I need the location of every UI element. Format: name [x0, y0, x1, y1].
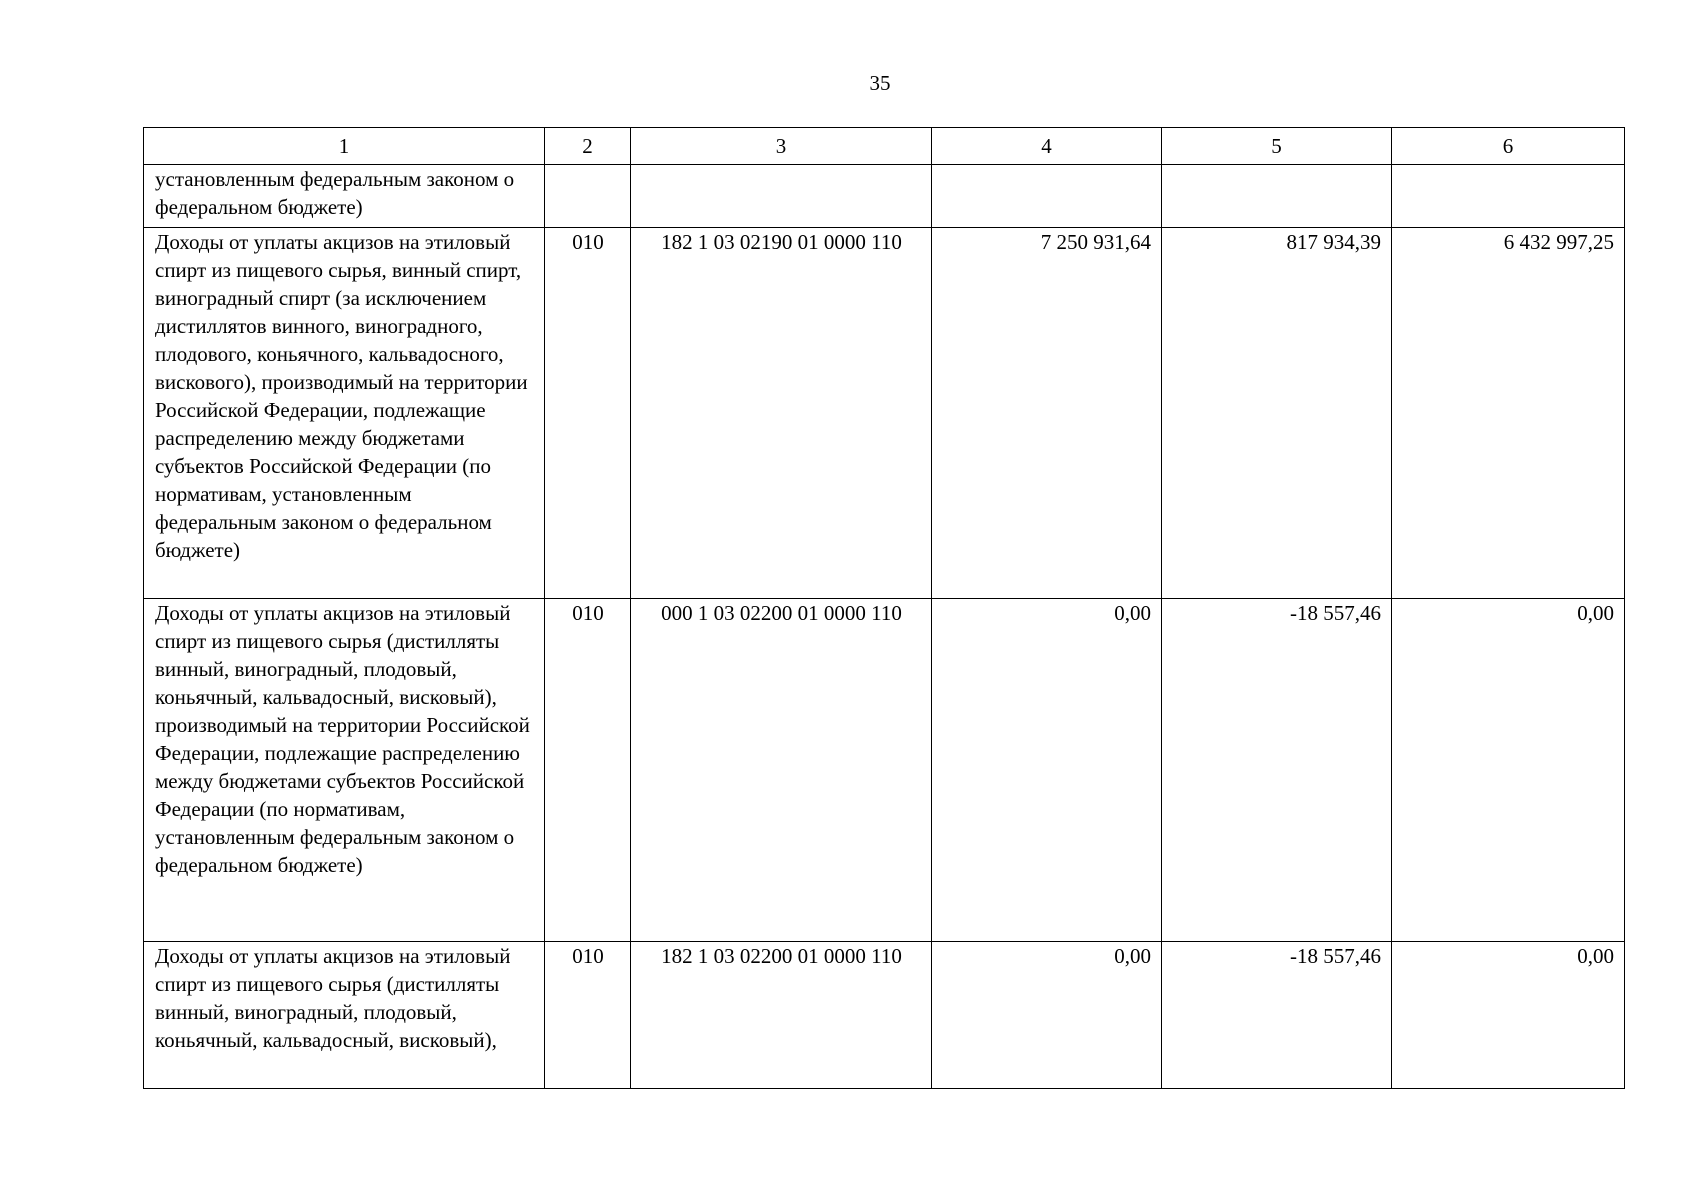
column-header-2: 2: [545, 128, 631, 165]
row-value-col6: 0,00: [1392, 942, 1625, 1089]
column-header-6: 6: [1392, 128, 1625, 165]
revenue-table: [143, 127, 1625, 1089]
row-name-cell: Доходы от уплаты акцизов на этиловый спирт из пищевого сырья, винный спирт, виноградный спирт (за исключением дистиллятов винного, виноградного, плодового, коньячного, кальвадосного, вискового), производимый на территории Российской Федерации, подлежащие распределению между бюджетами субъектов Российской Федерации (по нормативам, установленным федеральным законом о федеральном бюджете): [144, 228, 545, 599]
column-header-4: 4: [932, 128, 1162, 165]
row-kbk-cell: 000 1 03 02200 01 0000 110: [631, 599, 932, 942]
row-kbk-cell: 182 1 03 02190 01 0000 110: [631, 228, 932, 599]
row-name-cell: Доходы от уплаты акцизов на этиловый спирт из пищевого сырья (дистилляты винный, виноградный, плодовый, коньячный, кальвадосный, висковый),: [144, 942, 545, 1089]
row-value-col5: -18 557,46: [1162, 942, 1392, 1089]
table-row: [144, 599, 1625, 942]
row-value-col6: 6 432 997,25: [1392, 228, 1625, 599]
row-value-col4: 7 250 931,64: [932, 228, 1162, 599]
row-code-cell: [545, 165, 631, 228]
table-row: [144, 942, 1625, 1089]
row-value-col5: -18 557,46: [1162, 599, 1392, 942]
row-value-col6: [1392, 165, 1625, 228]
row-value-col4: 0,00: [932, 942, 1162, 1089]
header-row: [144, 128, 1625, 165]
table-row: [144, 165, 1625, 228]
row-value-col5: 817 934,39: [1162, 228, 1392, 599]
column-header-1: 1: [144, 128, 545, 165]
row-code-cell: 010: [545, 228, 631, 599]
row-name-cell: установленным федеральным законом о федеральном бюджете): [144, 165, 545, 228]
row-kbk-cell: [631, 165, 932, 228]
row-code-cell: 010: [545, 942, 631, 1089]
row-value-col6: 0,00: [1392, 599, 1625, 942]
row-value-col4: 0,00: [932, 599, 1162, 942]
row-name-cell: Доходы от уплаты акцизов на этиловый спирт из пищевого сырья (дистилляты винный, виноградный, плодовый, коньячный, кальвадосный, висковый), производимый на территории Российской Федерации, подлежащие распределению между бюджетами субъектов Российской Федерации (по нормативам, установленным федеральным законом о федеральном бюджете): [144, 599, 545, 942]
table-row: [144, 228, 1625, 599]
page-number: 35: [869, 71, 891, 95]
row-kbk-cell: 182 1 03 02200 01 0000 110: [631, 942, 932, 1089]
row-value-col4: [932, 165, 1162, 228]
row-code-cell: 010: [545, 599, 631, 942]
column-header-3: 3: [631, 128, 932, 165]
row-value-col5: [1162, 165, 1392, 228]
column-header-5: 5: [1162, 128, 1392, 165]
